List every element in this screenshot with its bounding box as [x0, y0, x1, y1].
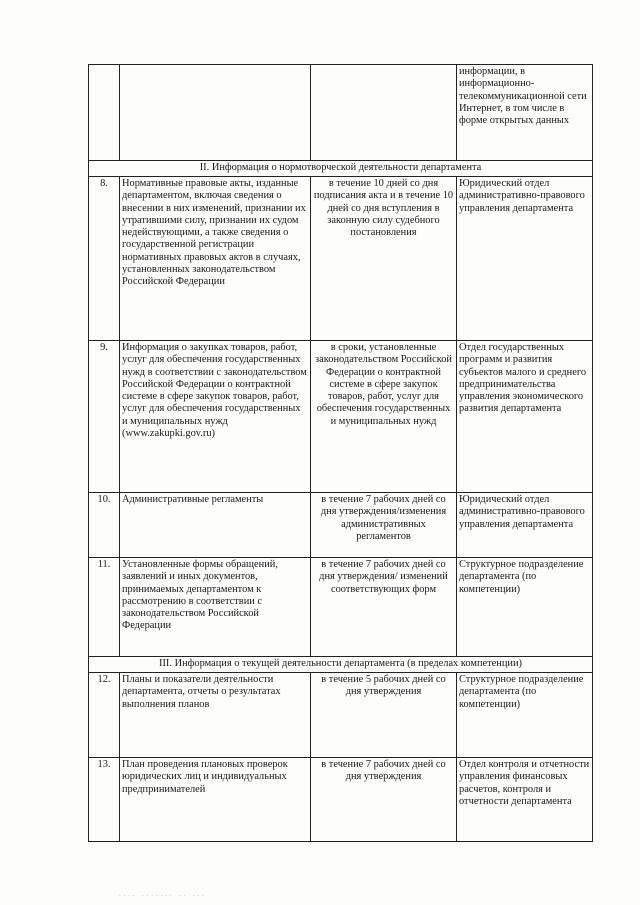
section-title-2: II. Информация о нормотворческой деятельности департамента: [89, 161, 593, 177]
table-row-13: [89, 758, 593, 842]
deadline-cell: в течение 7 рабочих дней со дня утверждения/изменения административных регламентов: [311, 493, 457, 558]
row-number: 10.: [89, 493, 120, 558]
deadline-cell: в течение 7 рабочих дней со дня утверждения/ изменений соответствующих форм: [311, 558, 457, 657]
info-cell: Информация о закупках товаров, работ, услуг для обеспечения государственных нужд в соответствии с законодательством Российской Федерации о контрактной системе в сфере закупок товаров, работ, услуг для обеспечения государственных и муниципальных нужд (www.zakupki.gov.ru): [120, 341, 311, 493]
responsible-cell: Структурное подразделение департамента (по компетенции): [457, 558, 593, 657]
table-row-continued: [89, 65, 593, 161]
info-cell: Административные регламенты: [120, 493, 311, 558]
info-cell: Планы и показатели деятельности департамента, отчеты о результатах выполнения планов: [120, 673, 311, 758]
deadline-cell: в течение 10 дней со дня подписания акта и в течение 10 дней со дня вступления в законную силу судебного постановления: [311, 177, 457, 341]
responsible-cell: Отдел государственных программ и развития субъектов малого и среднего предпринимательства управления экономического развития департамента: [457, 341, 593, 493]
row-number: [89, 65, 120, 161]
info-cell: [120, 65, 311, 161]
disclosure-table: [88, 64, 593, 842]
responsible-cell: Юридический отдел административно-правового управления департамента: [457, 177, 593, 341]
table-row-8: [89, 177, 593, 341]
row-number: 8.: [89, 177, 120, 341]
section-header-row: [89, 161, 593, 177]
deadline-cell: в течение 7 рабочих дней со дня утверждения: [311, 758, 457, 842]
responsible-cell: информации, в информационно-телекоммуникационной сети Интернет, в том числе в форме открытых данных: [457, 65, 593, 161]
scan-artifact: .... ....... .. ...: [118, 891, 206, 898]
info-cell: Нормативные правовые акты, изданные департаментом, включая сведения о внесении в них изменений, признании их утратившими силу, признании их судом недействующими, а также сведения о государственной регистрации нормативных правовых актов в случаях, установленных законодательством Российской Федерации: [120, 177, 311, 341]
table-row-11: [89, 558, 593, 657]
info-cell: Установленные формы обращений, заявлений и иных документов, принимаемых департаментом к рассмотрению в соответствии с законодательством Российской Федерации: [120, 558, 311, 657]
info-cell: План проведения плановых проверок юридических лиц и индивидуальных предпринимателей: [120, 758, 311, 842]
section-header-row: [89, 657, 593, 673]
table-row-10: [89, 493, 593, 558]
responsible-cell: Отдел контроля и отчетности управления финансовых расчетов, контроля и отчетности департамента: [457, 758, 593, 842]
table-row-9: [89, 341, 593, 493]
deadline-cell: в течение 5 рабочих дней со дня утверждения: [311, 673, 457, 758]
section-title-3: III. Информация о текущей деятельности департамента (в пределах компетенции): [89, 657, 593, 673]
row-number: 9.: [89, 341, 120, 493]
row-number: 13.: [89, 758, 120, 842]
row-number: 11.: [89, 558, 120, 657]
responsible-cell: Структурное подразделение департамента (по компетенции): [457, 673, 593, 758]
deadline-cell: [311, 65, 457, 161]
responsible-cell: Юридический отдел административно-правового управления департамента: [457, 493, 593, 558]
table-row-12: [89, 673, 593, 758]
row-number: 12.: [89, 673, 120, 758]
deadline-cell: в сроки, установленные законодательством Российской Федерации о контрактной системе в сфере закупок товаров, работ, услуг для обеспечения государственных и муниципальных нужд: [311, 341, 457, 493]
